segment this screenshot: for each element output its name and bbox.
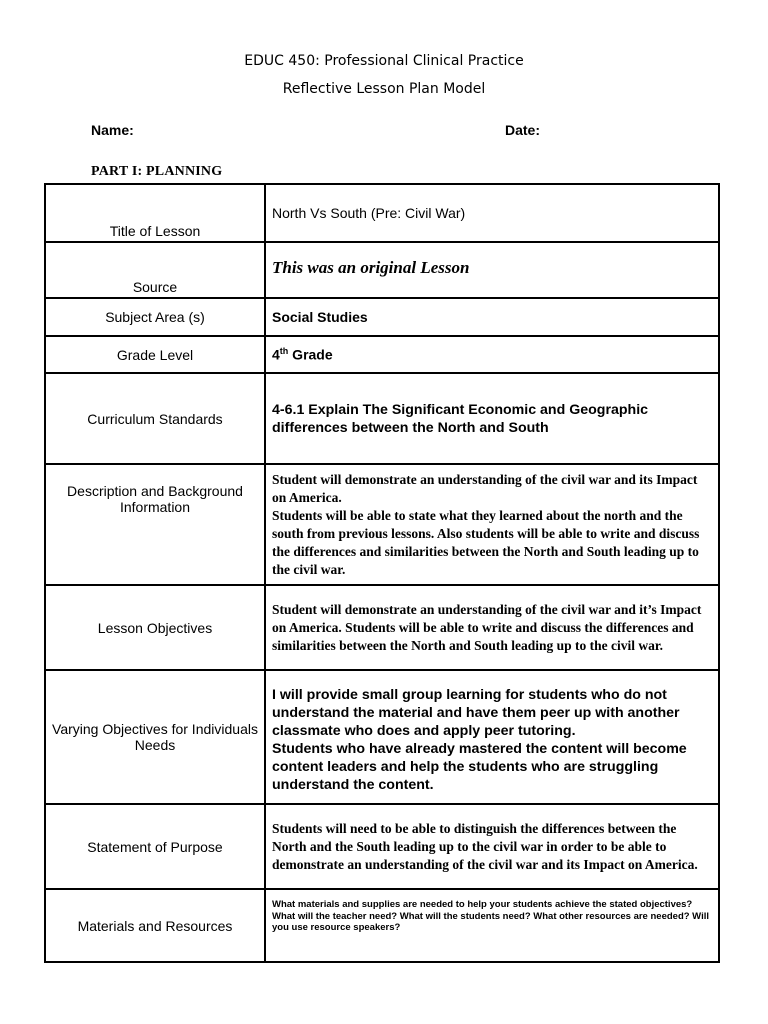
materials-value: What materials and supplies are needed to help your students achieve the stated objectives? What will the teacher need? What will the students need? What other resources are needed? Will you use resource speakers? — [265, 889, 719, 962]
row-materials — [45, 889, 719, 962]
name-label: Name: — [91, 122, 134, 138]
varying-objectives-value — [265, 670, 719, 804]
grade-level-value — [265, 336, 719, 373]
row-objectives — [45, 585, 719, 670]
document-title: Reflective Lesson Plan Model — [282, 81, 486, 97]
source-value: This was an original Lesson — [265, 242, 719, 298]
statement-of-purpose-value: Students will need to be able to distinguish the differences between the North and the South leading up to the civil war in order to be able to demonstrate an understanding of the civil war and its Impact on America. — [265, 804, 719, 889]
title-of-lesson-label: Title of Lesson — [45, 184, 265, 242]
row-standards — [45, 373, 719, 464]
course-title: EDUC 450: Professional Clinical Practice — [244, 53, 524, 69]
description-paragraph-1: Student will demonstrate an understanding of the civil war and its Impact on America. — [272, 471, 698, 505]
lesson-objectives-label: Lesson Objectives — [45, 585, 265, 670]
varying-objectives-label: Varying Objectives for Individuals Needs — [45, 670, 265, 804]
grade-level-label: Grade Level — [45, 336, 265, 373]
subject-area-label: Subject Area (s) — [45, 298, 265, 336]
materials-label: Materials and Resources — [45, 889, 265, 962]
row-purpose — [45, 804, 719, 889]
varying-paragraph-1: I will provide small group learning for students who do not understand the material and have them peer up with another classmate who does and apply peer tutoring. — [272, 687, 680, 739]
grade-word: Grade — [288, 346, 333, 363]
description-label: Description and Background Information — [45, 464, 265, 585]
description-paragraph-2: Students will be able to state what they learned about the north and the south from previous lessons. Also students will be able to write and discuss the differences and similarities between the North and South leading up to the civil war. — [272, 507, 700, 577]
row-grade — [45, 336, 719, 373]
row-varying — [45, 670, 719, 804]
curriculum-standards-value: 4-6.1 Explain The Significant Economic and Geographic differences between the North and South — [265, 373, 719, 464]
row-description — [45, 464, 719, 585]
description-value — [265, 464, 719, 585]
date-label: Date: — [505, 122, 541, 138]
row-source — [45, 242, 719, 298]
row-title — [45, 184, 719, 242]
title-of-lesson-value: North Vs South (Pre: Civil War) — [265, 184, 719, 242]
curriculum-standards-label: Curriculum Standards — [45, 373, 265, 464]
part-title: PART I: PLANNING — [91, 164, 223, 179]
lesson-plan-table — [44, 183, 720, 963]
grade-suffix: th — [279, 346, 289, 357]
varying-paragraph-2: Students who have already mastered the content will become content leaders and help the students who are struggling understand the content. — [272, 741, 687, 793]
row-subject — [45, 298, 719, 336]
statement-of-purpose-label: Statement of Purpose — [45, 804, 265, 889]
grade-number: 4 — [272, 346, 280, 363]
subject-area-value: Social Studies — [265, 298, 719, 336]
lesson-objectives-value: Student will demonstrate an understanding of the civil war and it’s Impact on America. Students will be able to write and discuss the differences and similarities between the North and South leading up to the civil war. — [265, 585, 719, 670]
source-label: Source — [45, 242, 265, 298]
